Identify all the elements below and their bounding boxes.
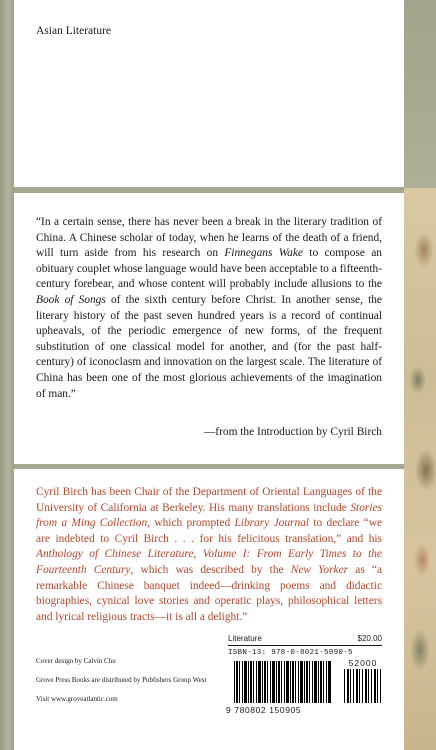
bio-text-1: Cyril Birch has been Chair of the Department of Oriental Languages of the University of California at Berkeley. His many translations include [36, 486, 382, 514]
quote-panel [14, 193, 404, 464]
spine-edge [0, 0, 14, 750]
barcode-category: Literature [228, 634, 262, 643]
bio-text-3: to declare “we are indebted to Cyril Birch . . . for his felicitous translation,” and his [36, 517, 382, 545]
isbn-text: ISBN-13: 978-0-8021-5090-5 [228, 649, 353, 657]
author-bio [36, 485, 382, 625]
quote-title-finnegans-wake: Finnegans Wake [224, 247, 303, 260]
bio-text-4: , which was described by the [130, 563, 291, 576]
quote-attribution: —from the Introduction by Cyril Birch [203, 426, 382, 438]
cover-edge-top [404, 0, 436, 188]
distribution-note: Grove Press Books are distributed by Publishers Group West [36, 676, 207, 684]
barcode-header [228, 634, 382, 646]
category-label: Asian Literature [36, 25, 112, 37]
quote-title-book-of-songs: Book of Songs [36, 293, 106, 306]
introduction-quote [36, 215, 382, 402]
bio-title-anthology: Anthology of Chinese Literature, Volume I: From Early Times to the Fourteenth Century [36, 548, 382, 576]
cover-design-credit: Cover design by Calvin Chu [36, 657, 116, 665]
bio-title-new-yorker: New Yorker [290, 563, 349, 576]
bio-text-5: as “a remarkable Chinese banquet indeed—drinking poems and didactic biographies, cynical love stories and operatic plays, philosophical letters and lyrical religious tracts—it is all a delight.” [36, 563, 383, 623]
quote-text-2: to compose an obituary couplet whose language would have been acceptable to a fifteenth-century forebear, and whose content will probably include allusions to the [36, 247, 383, 291]
top-panel [14, 0, 404, 187]
barcode-addon-number: 52000 [348, 658, 378, 668]
quote-text-1: “In a certain sense, there has never been a break in the literary tradition of China. A Chinese scholar of today, when he learns of the death of a friend, will turn aside from his research on [36, 216, 382, 260]
price: $20.00 [357, 634, 382, 643]
barcode-digits: 9 780802 150905 [226, 705, 302, 715]
quote-text-3: of the sixth century before Christ. In another sense, the literary history of the past seven hundred years is a record of continual upheavals, of the periodic emergence of new forms, of the frequent substitution of one classical model for another, and (for the past half-century) of iconoclasm and innovation on the largest scale. The literature of China has been one of the most glorious achievements of the imagination of man.” [36, 293, 382, 400]
bottom-panel [14, 469, 404, 750]
bio-title-ming-collection: Stories from a Ming Collection [36, 501, 382, 530]
bio-text-2: , which prompted [147, 517, 235, 530]
addon-barcode [344, 669, 382, 703]
website-link[interactable]: Visit www.groveatlantic.com [36, 695, 118, 703]
bio-title-library-journal: Library Journal [234, 517, 310, 530]
ean-barcode [234, 661, 332, 703]
